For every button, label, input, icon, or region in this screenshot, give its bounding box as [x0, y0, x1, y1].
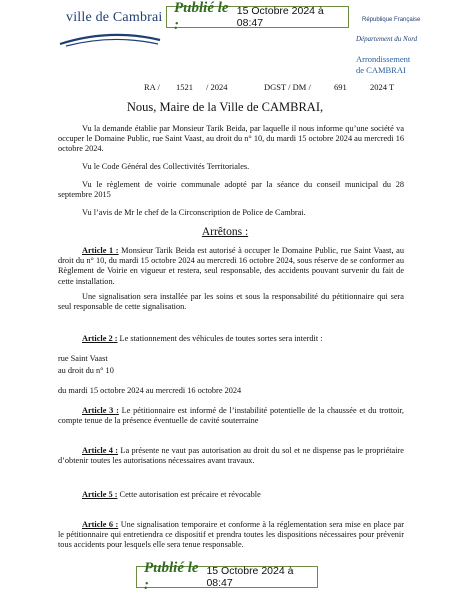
- article-2: Article 2 : Le stationnement des véhicules de toutes sortes sera interdit :: [82, 334, 323, 343]
- ref-ra: RA /: [144, 82, 160, 92]
- visa-paragraph-4: Vu l’avis de Mr le chef de la Circonscription de Police de Cambrai.: [82, 208, 306, 217]
- article-1-label: Article 1 :: [82, 246, 119, 255]
- arrondissement-line-2: de CAMBRAI: [356, 65, 406, 75]
- arretons-heading: Arrêtons :: [201, 226, 249, 238]
- stamp-label-bottom: Publié le :: [144, 560, 199, 593]
- article-5-label: Article 5 :: [82, 490, 118, 499]
- publication-stamp-top: [166, 0, 349, 33]
- ref-year: / 2024: [206, 82, 228, 92]
- article-2-dates: du mardi 15 octobre 2024 au mercredi 16 octobre 2024: [58, 386, 242, 395]
- arrondissement-line-1: Arrondissement: [356, 54, 411, 64]
- page-title: Nous, Maire de la Ville de CAMBRAI,: [126, 100, 324, 114]
- article-2-street: rue Saint Vaast: [58, 354, 108, 363]
- stamp-label: Publié le :: [174, 0, 229, 33]
- city-logo-swoosh-icon: [58, 26, 162, 48]
- article-1-extra: Une signalisation sera installée par les soins et sous la responsabilité du pétitionnaire qui sera seul responsable de cette signalisation.: [58, 292, 404, 312]
- article-4-label: Article 4 :: [82, 446, 119, 455]
- ref-dm-number: 691: [334, 82, 347, 92]
- stamp-date: 15 Octobre 2024 à 08:47: [236, 5, 324, 29]
- publication-stamp-bottom: [136, 560, 318, 593]
- article-1: Article 1 : Monsieur Tarik Beida est autorisé à occuper le Domaine Public, rue Saint Vaast, au droit du n° 10, du mardi 15 octobre 2024 au mercredi 16 octobre 2024, sous réserve de se conformer au Règlement de Voirie en vigueur et restera, seul responsable, des accidents pouvant survenir du fait de cette installation.: [58, 246, 405, 286]
- visa-paragraph-2: Vu le Code Général des Collectivités Territoriales.: [82, 162, 250, 171]
- article-6: Article 6 : Une signalisation temporaire et conforme à la réglementation sera mise en place par le pétitionnaire qui entretiendra ce dispositif et prendra toutes les dispositions nécessaires pour prévenir tous accidents pour lesquels elle sera tenue responsable.: [58, 520, 404, 550]
- ref-number: 1521: [176, 82, 193, 92]
- article-5: Article 5 : Cette autorisation est précaire et révocable: [82, 490, 261, 499]
- city-logo-text: ville de Cambrai: [66, 10, 163, 25]
- visa-paragraph-3: Vu le règlement de voirie communale adopté par la séance du conseil municipal du 28 septembre 2015: [58, 180, 404, 200]
- ref-year-t: 2024 T: [370, 82, 395, 92]
- article-6-label: Article 6 :: [82, 520, 119, 529]
- article-2-label: Article 2 :: [82, 334, 118, 343]
- article-3-label: Article 3 :: [82, 406, 119, 415]
- republique-label: République Française: [362, 17, 421, 23]
- visa-paragraph-1: Vu la demande établie par Monsieur Tarik Beida, par laquelle il nous informe qu’une société va occuper le Domaine Public, rue Saint Vaast, au droit du n° 10, du mardi 15 octobre 2024 au mercredi 16 octobre 2024.: [58, 124, 404, 154]
- article-4: Article 4 : La présente ne vaut pas autorisation au droit du sol et ne dispense pas le propriétaire d’obtenir toutes les autorisations nécessaires avant travaux.: [58, 446, 404, 466]
- article-3: Article 3 : Le pétitionnaire est informé de l’instabilité potentielle de la chaussée et du trottoir, compte tenue de la présence éventuelle de cavité souterraine: [58, 406, 404, 426]
- arrondissement-label: [356, 54, 410, 76]
- stamp-date-bottom: 15 Octobre 2024 à 08:47: [206, 565, 294, 589]
- departement-label: Département du Nord: [356, 35, 418, 43]
- article-2-number: au droit du n° 10: [58, 366, 114, 375]
- ref-dgst: DGST / DM /: [264, 82, 311, 92]
